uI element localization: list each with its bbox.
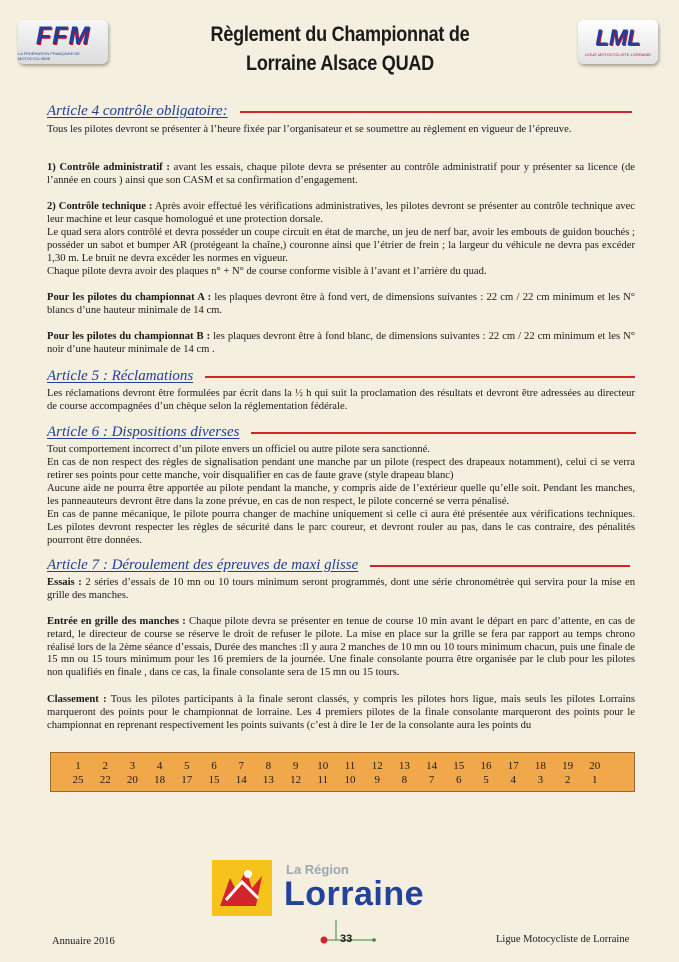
points-table-points-cell: 25	[72, 774, 84, 786]
points-table-position-cell: 11	[344, 760, 356, 772]
points-table-points-cell: 1	[592, 774, 598, 786]
points-table-points-cell: 12	[290, 774, 302, 786]
points-table-points-cell: 9	[374, 774, 380, 786]
article6-text2: En cas de non respect des règles de signalisation pendant une manche par un pilote (respect des drapeaux notamment), celui ci se verra retirer ses points pour cette manche, voir disqualifier en cas de faute grave (style drapeau blanc)	[47, 457, 635, 481]
lml-logo-subtext: LIGUE MOTOCYCLISTE LORRAINE	[584, 52, 652, 57]
grille-text: Chaque pilote devra se présenter en tenue de course 10 min avant le départ en parc d’attente, en cas de retard, le directeur de course se réserve le droit de refuser le pilote. La mise en place sur la grille se fera par rapport au temps chrono réalisé lors de la 2ème séance d’essais, Durée des manches :Il y aura 2 manches de 10 mn ou 10 tours minimum chacun, puis une finale de 15 mn ou 15 tours minimum pour les 16 premiers de la journée. Une finale consolante pourra être organisée par le club pour les pilotes non qualifiés en finale , dans ce cas, la finale consolante sera de 15 mn ou 15 tours.	[47, 616, 635, 679]
ffm-logo-text: FFM	[35, 21, 91, 50]
article5-heading-text: Article 5 : Réclamations	[47, 368, 194, 384]
points-table-position-cell: 6	[211, 760, 217, 772]
points-table-position-cell: 10	[317, 760, 329, 772]
article6-text4: En cas de panne mécanique, le pilote pourra changer de machine uniquement si celle ci aura été présentée aux vérifications techniques. Les pilotes devront respecter les règles de sécurité dans le parc coureur, et devront rouler au pas, dans le cas contraire, des pénalités pourront être données.	[47, 509, 635, 546]
points-table-position-cell: 4	[156, 760, 163, 772]
page-title-line2: Lorraine Alsace QUAD	[246, 52, 434, 75]
points-table-positions-row	[65, 759, 625, 773]
points-table-points-cell: 8	[401, 774, 408, 786]
points-table-points-cell: 13	[262, 774, 274, 786]
champ-a-text: les plaques devront être à fond vert, de dimensions suivantes : 22 cm / 22 cm minimum et les N° blancs d’une hauteur minimale de 14 cm.	[47, 292, 636, 316]
lml-logo	[578, 20, 658, 64]
article4-technique-3: Chaque pilote devra avoir des plaques n° + N° de course conforme visible à l’avant et l’arrière du quad.	[47, 266, 487, 277]
article4-technique	[47, 201, 635, 227]
article5-heading	[47, 368, 635, 385]
points-table-points-cell: 5	[483, 774, 489, 786]
points-table-points-cell: 14	[235, 774, 247, 786]
points-table-position-cell: 12	[371, 760, 383, 772]
points-table-points-cell: 4	[510, 774, 516, 786]
page-title	[168, 20, 512, 78]
footer-annuaire: Annuaire 2016	[52, 936, 115, 947]
article7-classement	[47, 694, 635, 732]
champ-b-label: Pour les pilotes du championnat B :	[47, 331, 211, 342]
points-table-position-cell: 8	[265, 760, 272, 772]
page-number: 33	[340, 933, 353, 945]
points-table-points-cell: 17	[181, 774, 193, 786]
article4-champ-b	[47, 331, 635, 357]
points-table-position-cell: 5	[184, 760, 190, 772]
points-table-points-cell: 2	[564, 774, 571, 786]
classement-label: Classement :	[47, 694, 107, 705]
tech-label: 2) Contrôle technique :	[47, 201, 153, 212]
ffm-logo-subtext: LA FÉDÉRATION FRANÇAISE DE MOTOCYCLISME	[18, 50, 80, 61]
champ-a-label: Pour les pilotes du championnat A :	[47, 292, 212, 303]
points-table-points-cell: 11	[317, 774, 329, 786]
article4-champ-a	[47, 292, 635, 318]
points-table-position-cell: 20	[589, 760, 601, 772]
points-table-position-cell: 3	[129, 760, 136, 772]
essais-label: Essais :	[47, 577, 82, 588]
points-table-points-cell: 20	[126, 774, 138, 786]
points-table-points-cell: 7	[428, 774, 435, 786]
region-emblem-icon	[212, 860, 272, 916]
points-table-points-cell: 10	[344, 774, 356, 786]
points-table-position-cell: 19	[562, 760, 574, 772]
article7-heading-text: Article 7 : Déroulement des épreuves de maxi glisse	[47, 557, 359, 573]
lml-logo-text: LML	[595, 25, 641, 50]
tech-text: Après avoir effectué les vérifications administratives, les pilotes devront se présenter au contrôle technique avec leur machine et leur casque homologué et une protection dorsale.	[47, 201, 636, 225]
article4-intro: Tous les pilotes devront se présenter à l’heure fixée par l’organisateur et se soumettre au règlement en vigueur de l’épreuve.	[47, 124, 572, 135]
article4-rule	[240, 111, 632, 113]
points-table-position-cell: 1	[75, 760, 81, 772]
classement-text: Tous les pilotes participants à la finale seront classés, y compris les pilotes hors ligue, mais seuls les pilotes Lorrains marqueront des points pour le championnat de lorraine. Les 4 premiers pilotes de la finale consolante marqueront des points pour le championnat en reprenant respectivement les points suivants (c’est à dire le 1er de la consolante aura les points du	[47, 694, 635, 731]
article6-text1: Tout comportement incorrect d’un pilote envers un officiel ou autre pilote sera sanctionné.	[47, 444, 430, 455]
points-table	[50, 752, 635, 792]
article6-rule	[251, 432, 636, 434]
points-table-points-row	[65, 773, 625, 787]
ffm-logo	[18, 20, 108, 64]
points-table-position-cell: 7	[238, 760, 244, 772]
region-lorraine-logo	[212, 860, 462, 920]
article4-heading	[47, 103, 632, 120]
points-table-position-cell: 16	[480, 760, 492, 772]
points-table-position-cell: 14	[426, 760, 438, 772]
points-table-points-cell: 22	[99, 774, 111, 786]
article7-rule	[370, 565, 630, 567]
article6-heading	[47, 424, 636, 441]
admin-label: 1) Contrôle administratif :	[47, 162, 170, 173]
points-table-points-cell: 18	[154, 774, 166, 786]
grille-label: Entrée en grille des manches :	[47, 616, 186, 627]
article4-admin	[47, 162, 635, 188]
points-table-points-cell: 6	[456, 774, 462, 786]
essais-text: 2 séries d’essais de 10 mn ou 10 tours minimum seront programmés, dont une série chronométrée qui servira pour la mise en grille des manches.	[47, 577, 635, 601]
article7-heading	[47, 557, 630, 574]
points-table-position-cell: 2	[102, 760, 108, 772]
admin-text: avant les essais, chaque pilote devra se présenter au contrôle administratif pour y présenter sa licence (de l’année en cours ) ainsi que son CASM et sa confirmation d’engagement.	[47, 162, 635, 186]
points-table-position-cell: 9	[292, 760, 299, 772]
article6-text3: Aucune aide ne pourra être apportée au pilote pendant la manche, y compris aide de l’extérieur quelle qu’elle soit. Pendant les manches, les panneauteurs devront être dans la zone prévue, en cas de non respect, le pilote concerné se verra pénalisé.	[47, 483, 635, 507]
points-table-position-cell: 13	[398, 760, 410, 772]
region-logo-small-text: La Région	[286, 862, 349, 877]
article4-heading-text: Article 4 contrôle obligatoire:	[47, 103, 228, 119]
points-table-position-cell: 18	[534, 760, 546, 772]
points-table-points-cell: 3	[537, 774, 544, 786]
points-table-points-cell: 15	[208, 774, 220, 786]
champ-b-text: les plaques devront être à fond blanc, de dimensions suivantes : 22 cm / 22 cm minimum et les N° noir d’une hauteur minimale de 14 cm .	[47, 331, 635, 355]
article7-grille	[47, 616, 635, 680]
points-table-position-cell: 17	[507, 760, 519, 772]
points-table-position-cell: 15	[453, 760, 465, 772]
page-title-line1: Règlement du Championnat de	[210, 23, 470, 46]
article4-technique-2: Le quad sera alors contrôlé et devra posséder un coupe circuit en état de marche, un jeu de nerf bar, avoir les embouts de guidon bouchés ; posséder un sabot et bumper AR (protégeant la chaîne,) couronne ainsi que l’étrier de frein ; la largeur du véhicule ne devra pas excéder 1,30 m. Le bruit ne devra excéder les normes en vigueur.	[47, 227, 635, 264]
article6-heading-text: Article 6 : Dispositions diverses	[47, 424, 240, 440]
article5-text: Les réclamations devront être formulées par écrit dans la ½ h qui suit la proclamation des résultats et devront être adressées au directeur de course accompagnées d’un chèque selon la réglementation fédérale.	[47, 388, 635, 412]
article7-essais	[47, 577, 635, 603]
article5-rule	[205, 376, 635, 378]
footer-ligue: Ligue Motocycliste de Lorraine	[496, 934, 630, 945]
region-logo-big-text: Lorraine	[284, 875, 425, 913]
